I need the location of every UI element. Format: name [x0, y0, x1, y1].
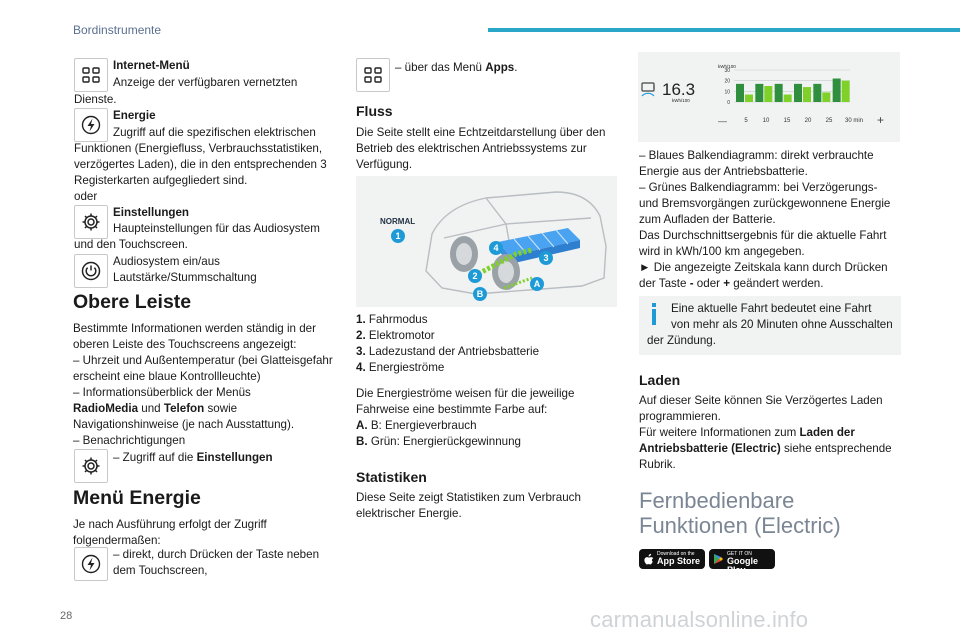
zoom-plus-button[interactable]: + [877, 113, 885, 127]
chart-y-tick-label: 30 [724, 68, 730, 74]
obere-text-5: – Informationsüberblick der Menüs [73, 386, 251, 399]
chart-average-unit: kWh/100 [672, 98, 690, 103]
chart-bar [822, 92, 830, 102]
energy-flow-figure [356, 176, 617, 307]
legend-item-4: 4. Energieströme [356, 361, 445, 374]
chart-y-tick-label: 20 [724, 78, 730, 85]
menu-energie-heading: Menü Energie [73, 487, 201, 509]
legend-item-2: 2. Elektromotor [356, 329, 435, 342]
page-number: 28 [60, 610, 73, 622]
marker-1 [391, 229, 405, 243]
obere-text-3: – Uhrzeit und Außentemperatur (bei Glatteisgefahr [73, 354, 333, 367]
grid-apps-icon-2 [356, 58, 390, 92]
col3-text-8: ► Die angezeigte Zeitskala kann durch Drücken [639, 261, 888, 274]
stat-text-1: Diese Seite zeigt Statistiken zum Verbrauch [356, 491, 581, 504]
google-play-badge[interactable]: GET IT ON Google Play [709, 549, 775, 569]
col3-text-7: wird in kWh/100 km angegeben. [639, 245, 805, 258]
obere-text-2: oberen Leiste des Touchscreens angezeigt: [73, 338, 297, 351]
zoom-minus-button[interactable]: — [718, 116, 727, 126]
header-accent-bar [488, 28, 960, 32]
power-icon [74, 254, 108, 288]
energie-text-3: verzögertes Laden), die in den entsprechenden 3 [74, 158, 327, 171]
fluss-text-2: Betrieb des elektrischen Antriebssystems zur [356, 142, 587, 155]
col3-text-4: und Bremsvorgängen zurückgewonnene Energie [639, 197, 891, 210]
energie-text-2: Funktionen (Energiefluss, Verbrauchsstatistiken, [74, 142, 323, 155]
info-text-1: Eine aktuelle Fahrt bedeutet eine Fahrt [671, 302, 872, 315]
info-icon [647, 302, 661, 326]
fluss-heading: Fluss [356, 103, 393, 119]
col3-text-3: – Grünes Balkendiagramm: bei Verzögerungs- [639, 181, 878, 194]
flows-text-2: Fahrweise eine bestimmte Farbe auf: [356, 403, 548, 416]
laden-text-4: Antriebsbatterie (Electric) siehe entsprechende [639, 442, 892, 455]
svg-text:B: B [476, 289, 484, 299]
audio-text: Audiosystem ein/aus [113, 255, 220, 268]
chart-x-tick-label: 25 [825, 118, 833, 124]
statistics-chart [638, 52, 900, 142]
energie-text-4: Registerkarten aufgegliedert sind. [74, 174, 248, 187]
chart-bar [794, 84, 802, 102]
chart-bar [775, 84, 783, 102]
internet-text: Anzeige der verfügbaren vernetzten [113, 76, 298, 89]
chart-bar [842, 81, 850, 102]
obere-text-9: – Zugriff auf die Einstellungen [113, 451, 273, 464]
remote-heading-1: Fernbedienbare [639, 488, 795, 513]
fluss-text-3: Verfügung. [356, 158, 413, 171]
einstellungen-title: Einstellungen [113, 206, 190, 219]
col3-text-6: Das Durchschnittsergebnis für die aktuelle Fahrt [639, 229, 887, 242]
chart-bar [755, 84, 763, 102]
app-store-badge[interactable]: Download on the App Store [639, 549, 705, 569]
chart-bar [833, 79, 841, 102]
marker-B [473, 287, 487, 301]
chart-x-tick-label: 5 [744, 118, 748, 124]
chart-x-tick-label: 10 [762, 118, 770, 124]
chart-bar [745, 95, 753, 102]
internet-title: Internet-Menü [113, 59, 190, 72]
einstellungen-text: Haupteinstellungen für das Audiosystem [113, 222, 320, 235]
obere-leiste-heading: Obere Leiste [73, 291, 192, 313]
chart-bar [803, 87, 811, 102]
chart-average-value: 16.3 [662, 80, 696, 99]
flow-item-a: A. B: Energieverbrauch [356, 419, 477, 432]
flows-text-1: Die Energieströme weisen für die jeweilige [356, 387, 575, 400]
energie-title: Energie [113, 109, 156, 122]
obere-text-6: RadioMedia und Telefon sowie [73, 402, 238, 415]
menu-text-4: dem Touchscreen, [113, 564, 208, 577]
marker-A [530, 277, 544, 291]
col3-text-9: der Taste - oder + geändert werden. [639, 277, 824, 290]
laden-text-5: Rubrik. [639, 458, 676, 471]
obere-text-8: – Benachrichtigungen [73, 434, 186, 447]
laden-text-1: Auf dieser Seite können Sie Verzögertes Laden [639, 394, 883, 407]
svg-text:3: 3 [543, 253, 549, 263]
legend-item-3: 3. Ladezustand der Antriebsbatterie [356, 345, 540, 358]
apple-icon [643, 553, 654, 565]
chart-y-tick-label: 0 [727, 100, 730, 106]
marker-2 [468, 269, 482, 283]
col3-text-5: zum Aufladen der Batterie. [639, 213, 776, 226]
stat-text-2: elektrischer Energie. [356, 507, 462, 520]
svg-text:A: A [533, 279, 541, 289]
gear-icon [74, 205, 108, 239]
legend-item-1: 1. Fahrmodus [356, 313, 428, 326]
statistiken-heading: Statistiken [356, 469, 427, 485]
obere-text-4: erscheint eine blaue Kontrollleuchte) [73, 370, 261, 383]
chart-bar [784, 95, 792, 102]
lightning-icon [74, 108, 108, 142]
watermark-text: carmanualsonline.info [590, 607, 809, 632]
laden-text-3: Für weitere Informationen zum Laden der [639, 426, 855, 439]
menu-text-2: folgendermaßen: [73, 534, 161, 547]
marker-4 [489, 241, 503, 255]
menu-text-1: Je nach Ausführung erfolgt der Zugriff [73, 518, 267, 531]
obere-text-1: Bestimmte Informationen werden ständig in der [73, 322, 316, 335]
energie-text: Zugriff auf die spezifischen elektrischen [113, 126, 316, 139]
remote-heading-2: Funktionen (Electric) [639, 513, 841, 538]
info-text-3: der Zündung. [647, 334, 716, 347]
svg-text:1: 1 [395, 231, 401, 241]
grid-apps-icon [74, 58, 108, 92]
marker-3 [539, 251, 553, 265]
menu-text-3: – direkt, durch Drücken der Taste neben [113, 548, 320, 561]
laden-heading: Laden [639, 372, 681, 388]
chart-bar [736, 84, 744, 102]
audio-text-2: Lautstärke/Stummschaltung [113, 271, 257, 284]
chart-x-tick-label: 15 [783, 118, 791, 124]
info-text-2: von mehr als 20 Minuten ohne Ausschalten [671, 318, 893, 331]
einstellungen-text-2: und den Touchscreen. [74, 238, 188, 251]
svg-text:2: 2 [472, 271, 478, 281]
chart-y-unit: kWh/100 [718, 64, 736, 69]
chart-bar [813, 84, 821, 102]
laden-text-2: programmieren. [639, 410, 721, 423]
front-wheel [450, 236, 478, 272]
internet-text-2: Dienste. [74, 93, 117, 106]
gear-icon-2 [74, 449, 108, 483]
apps-text: – über das Menü Apps. [395, 61, 518, 74]
google-play-icon [713, 553, 724, 565]
col3-text-2: Energie aus der Antriebsbatterie. [639, 165, 808, 178]
chart-bar [764, 86, 772, 102]
col3-text-1: – Blaues Balkendiagramm: direkt verbrauchte [639, 149, 874, 162]
oder-text: oder [74, 190, 98, 203]
flow-item-b: B. Grün: Energierückgewinnung [356, 435, 521, 448]
fluss-text-1: Die Seite stellt eine Echtzeitdarstellung über den [356, 126, 606, 139]
lightning-icon-2 [74, 547, 108, 581]
normal-mode-label: NORMAL [380, 217, 416, 226]
chart-x-tick-label: 30 min [844, 118, 864, 124]
svg-text:4: 4 [493, 243, 499, 253]
obere-text-7: Navigationshinweise (je nach Ausstattung). [73, 418, 295, 431]
running-header: Bordinstrumente [73, 23, 162, 37]
chart-x-tick-label: 20 [804, 118, 812, 124]
chart-y-tick-label: 10 [724, 89, 730, 96]
